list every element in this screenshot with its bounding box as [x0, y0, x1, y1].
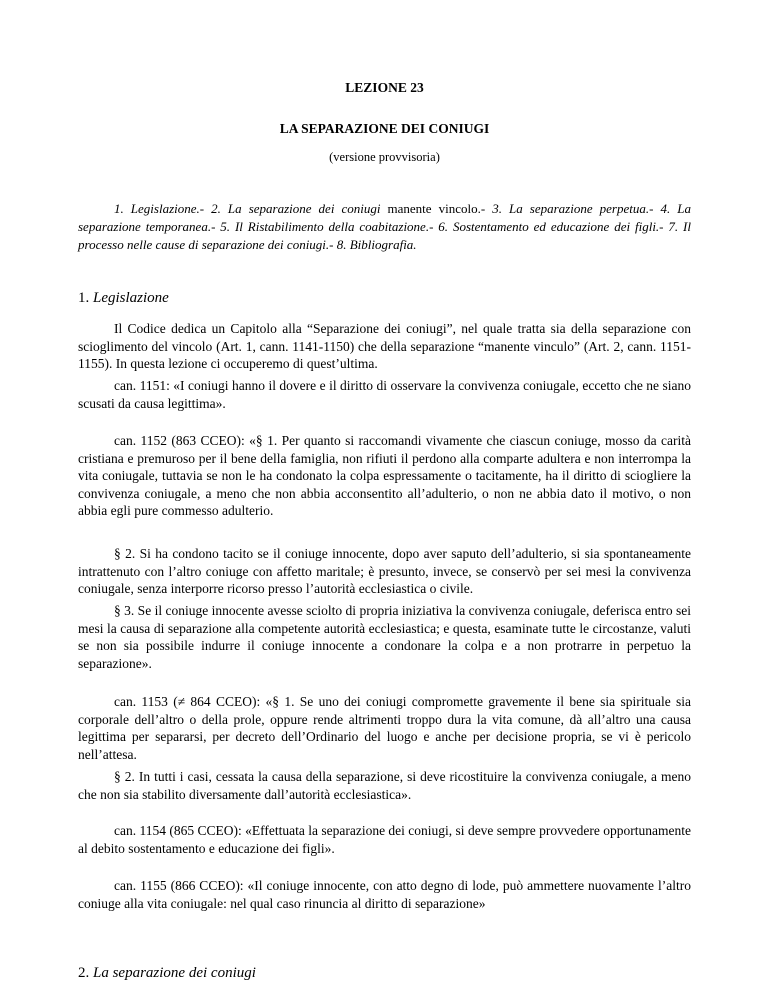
section-1-title: Legislazione	[93, 290, 169, 306]
section-heading-2	[78, 965, 256, 982]
table-of-contents	[78, 200, 691, 254]
canon-1152-par-2: § 2. Si ha condono tacito se il coniuge innocente, dopo aver saputo dell’adulterio, si sia spontaneamente intrattenuto con l’altro coniuge con affetto maritale; è presunto, invece, se conservò per sei mesi la convivenza coniugale, senza interporre ricorso presso l’autorità ecclesiastica o civile.	[78, 546, 691, 596]
toc-part-2: manente vincolo.-	[380, 201, 493, 216]
lesson-number: LEZIONE 23	[345, 80, 424, 95]
section-2-title: La separazione dei coniugi	[93, 965, 256, 981]
intro-paragraph: Il Codice dedica un Capitolo alla “Separazione dei coniugi”, nel quale tratta sia della separazione con scioglimento del vincolo (Art. 1, cann. 1141-1150) che della separazione “manente vinculo” (Art. 2, cann. 1151-1155). In questa lezione ci occuperemo di quest’ultima.	[78, 321, 691, 371]
page-title: LA SEPARAZIONE DEI CONIUGI	[279, 121, 490, 136]
section-2-number: 2.	[78, 965, 93, 981]
canon-1154: can. 1154 (865 CCEO): «Effettuata la separazione dei coniugi, si deve sempre provvedere opportunamente al debito sostentamento e educazione dei figli».	[78, 823, 691, 856]
toc-part-3: 3. La separazione perpetua.- 4. La separazione temporanea.- 5. Il Ristabilimento della coabitazione.- 6. Sostentamento ed educazione dei figli.- 7. Il processo nelle cause di separazione dei coniugi.- 8. Bibliografia.	[78, 201, 691, 252]
toc-part-1: 1. Legislazione.- 2. La separazione dei coniugi	[114, 201, 381, 216]
canon-1153-par-1: can. 1153 (≠ 864 CCEO): «§ 1. Se uno dei coniugi compromette gravemente il bene sia spirituale sia corporale dell’altro o della prole, oppure rende altrimenti troppo dura la vita comune, dà all’altro una causa legittima per separarsi, per decreto dell’Ordinario del luogo e anche per decisione propria, se vi è pericolo nell’attesa.	[78, 694, 691, 762]
canon-1153-par-2: § 2. In tutti i casi, cessata la causa della separazione, si deve ricostituire la convivenza coniugale, a meno che non sia stabilito diversamente dall’autorità ecclesiastica».	[78, 769, 691, 802]
canon-1152-par-3: § 3. Se il coniuge innocente avesse sciolto di propria iniziativa la convivenza coniugale, deferisca entro sei mesi la causa di separazione alla competente autorità ecclesiastica; e questa, esaminate tutte le circostanze, valuti se non sia possibile indurre il coniuge innocente a condonare la colpa e a non protrarre in perpetuo la separazione».	[78, 603, 691, 671]
canon-1152-par-1: can. 1152 (863 CCEO): «§ 1. Per quanto si raccomandi vivamente che ciascun coniuge, mosso da carità cristiana e premuroso per il bene della famiglia, non rifiuti il perdono alla comparte adultera e non interrompa la vita coniugale, tuttavia se non le ha condonato la colpa espressamente o tacitamente, ha il diritto di sciogliere la convivenza coniugale, a meno che non abbia acconsentito all’adulterio, o non ne abbia dato il motivo, o non abbia egli pure commesso adulterio.	[78, 433, 691, 518]
section-1-number: 1.	[78, 290, 93, 306]
section-heading-1	[78, 290, 169, 307]
version-note: (versione provvisoria)	[329, 150, 440, 164]
canon-1155: can. 1155 (866 CCEO): «Il coniuge innocente, con atto degno di lode, può ammettere nuovamente l’altro coniuge alla vita coniugale: nel qual caso rinuncia al diritto di separazione»	[78, 878, 691, 911]
canon-1151: can. 1151: «I coniugi hanno il dovere e il diritto di osservare la convivenza coniugale, eccetto che ne siano scusati da causa legittima».	[78, 378, 691, 411]
